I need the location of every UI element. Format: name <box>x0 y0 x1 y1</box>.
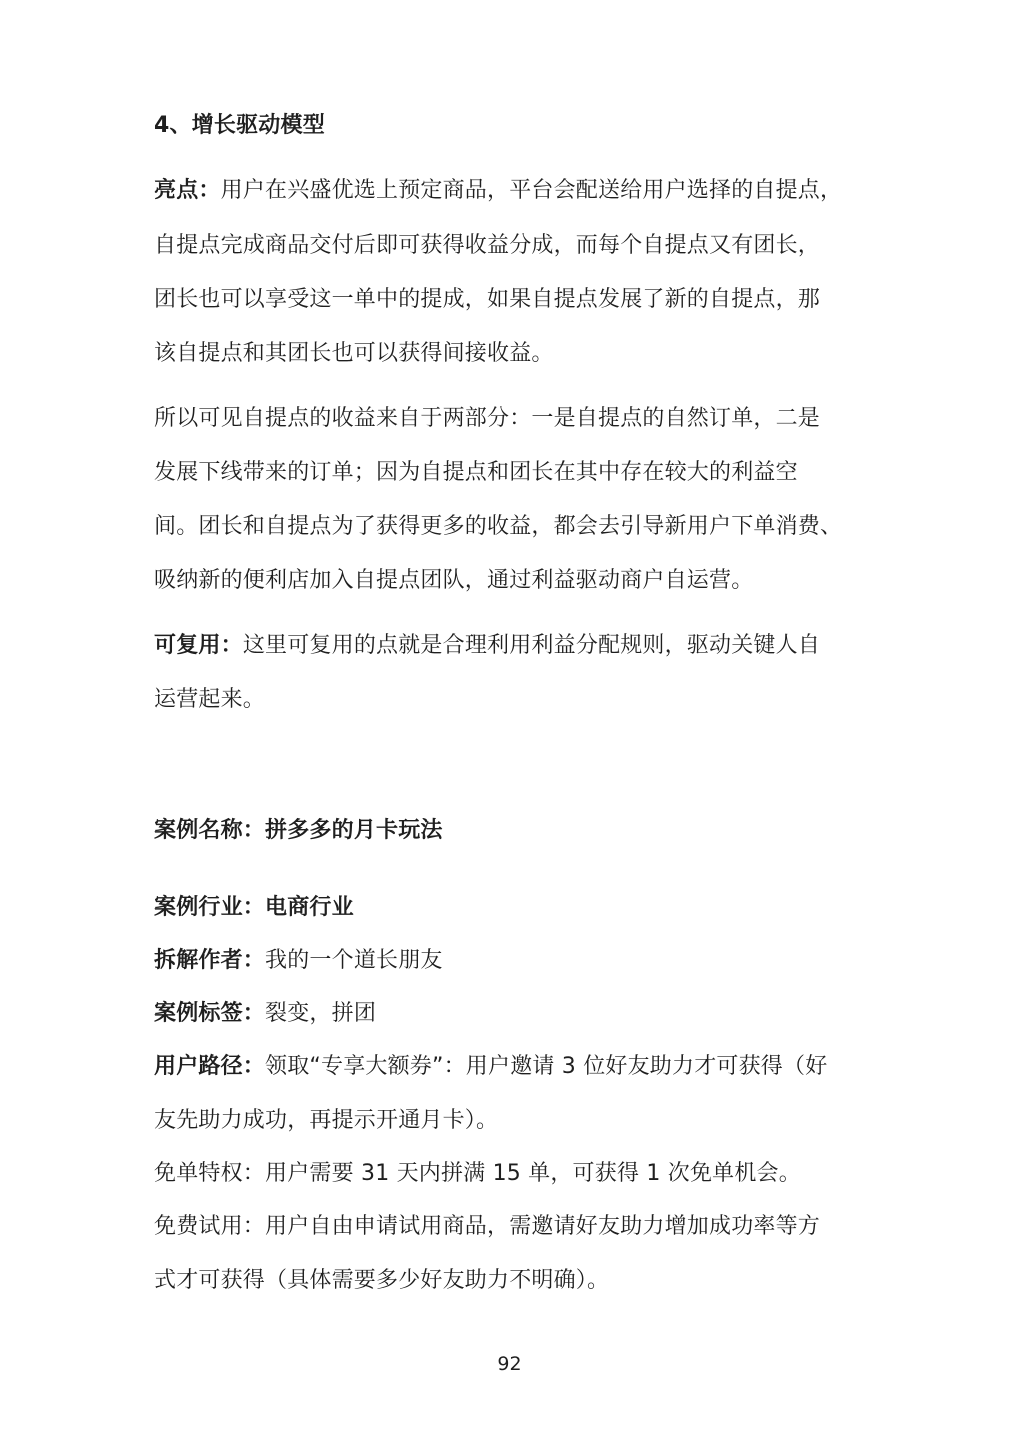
highlight-line-4: 该自提点和其团长也可以获得间接收益。 <box>154 341 554 366</box>
highlight-label: 亮点： <box>154 178 221 203</box>
case-path-line-1: 用户路径：领取“专享大额券”：用户邀请 3 位好友助力才可获得（好 <box>154 1054 828 1079</box>
case-path-line-2: 友先助力成功，再提示开通月卡）。 <box>154 1108 499 1133</box>
reusable-line-2: 运营起来。 <box>154 687 266 712</box>
case-name: 案例名称：拼多多的月卡玩法 <box>154 818 443 843</box>
free-trial-line-1: 免费试用：用户自由申请试用商品，需邀请好友助力增加成功率等方 <box>154 1214 821 1239</box>
reusable-line-1: 可复用：这里可复用的点就是合理利用利益分配规则，驱动关键人自 <box>154 633 821 658</box>
reusable-label: 可复用： <box>154 633 243 658</box>
highlight-line-3: 团长也可以享受这一单中的提成，如果自提点发展了新的自提点，那 <box>154 287 821 312</box>
case-author: 拆解作者：我的一个道长朋友 <box>154 948 443 973</box>
free-trial-line-2: 式才可获得（具体需要多少好友助力不明确）。 <box>154 1268 610 1293</box>
highlight-line-1: 亮点：用户在兴盛优选上预定商品，平台会配送给用户选择的自提点， <box>154 178 843 203</box>
free-order-line: 免单特权：用户需要 31 天内拼满 15 单，可获得 1 次免单机会。 <box>154 1161 801 1186</box>
case-tags: 案例标签：裂变，拼团 <box>154 1001 377 1026</box>
explanation-line-3: 间。团长和自提点为了获得更多的收益，都会去引导新用户下单消费、 <box>154 514 843 539</box>
highlight-line-2: 自提点完成商品交付后即可获得收益分成，而每个自提点又有团长， <box>154 233 821 258</box>
case-industry: 案例行业：电商行业 <box>154 895 354 920</box>
section-heading: 4、增长驱动模型 <box>154 113 325 138</box>
page-number: 92 <box>497 1353 522 1375</box>
explanation-line-1: 所以可见自提点的收益来自于两部分：一是自提点的自然订单，二是 <box>154 406 821 431</box>
explanation-line-2: 发展下线带来的订单；因为自提点和团长在其中存在较大的利益空 <box>154 460 798 485</box>
explanation-line-4: 吸纳新的便利店加入自提点团队，通过利益驱动商户自运营。 <box>154 568 754 593</box>
